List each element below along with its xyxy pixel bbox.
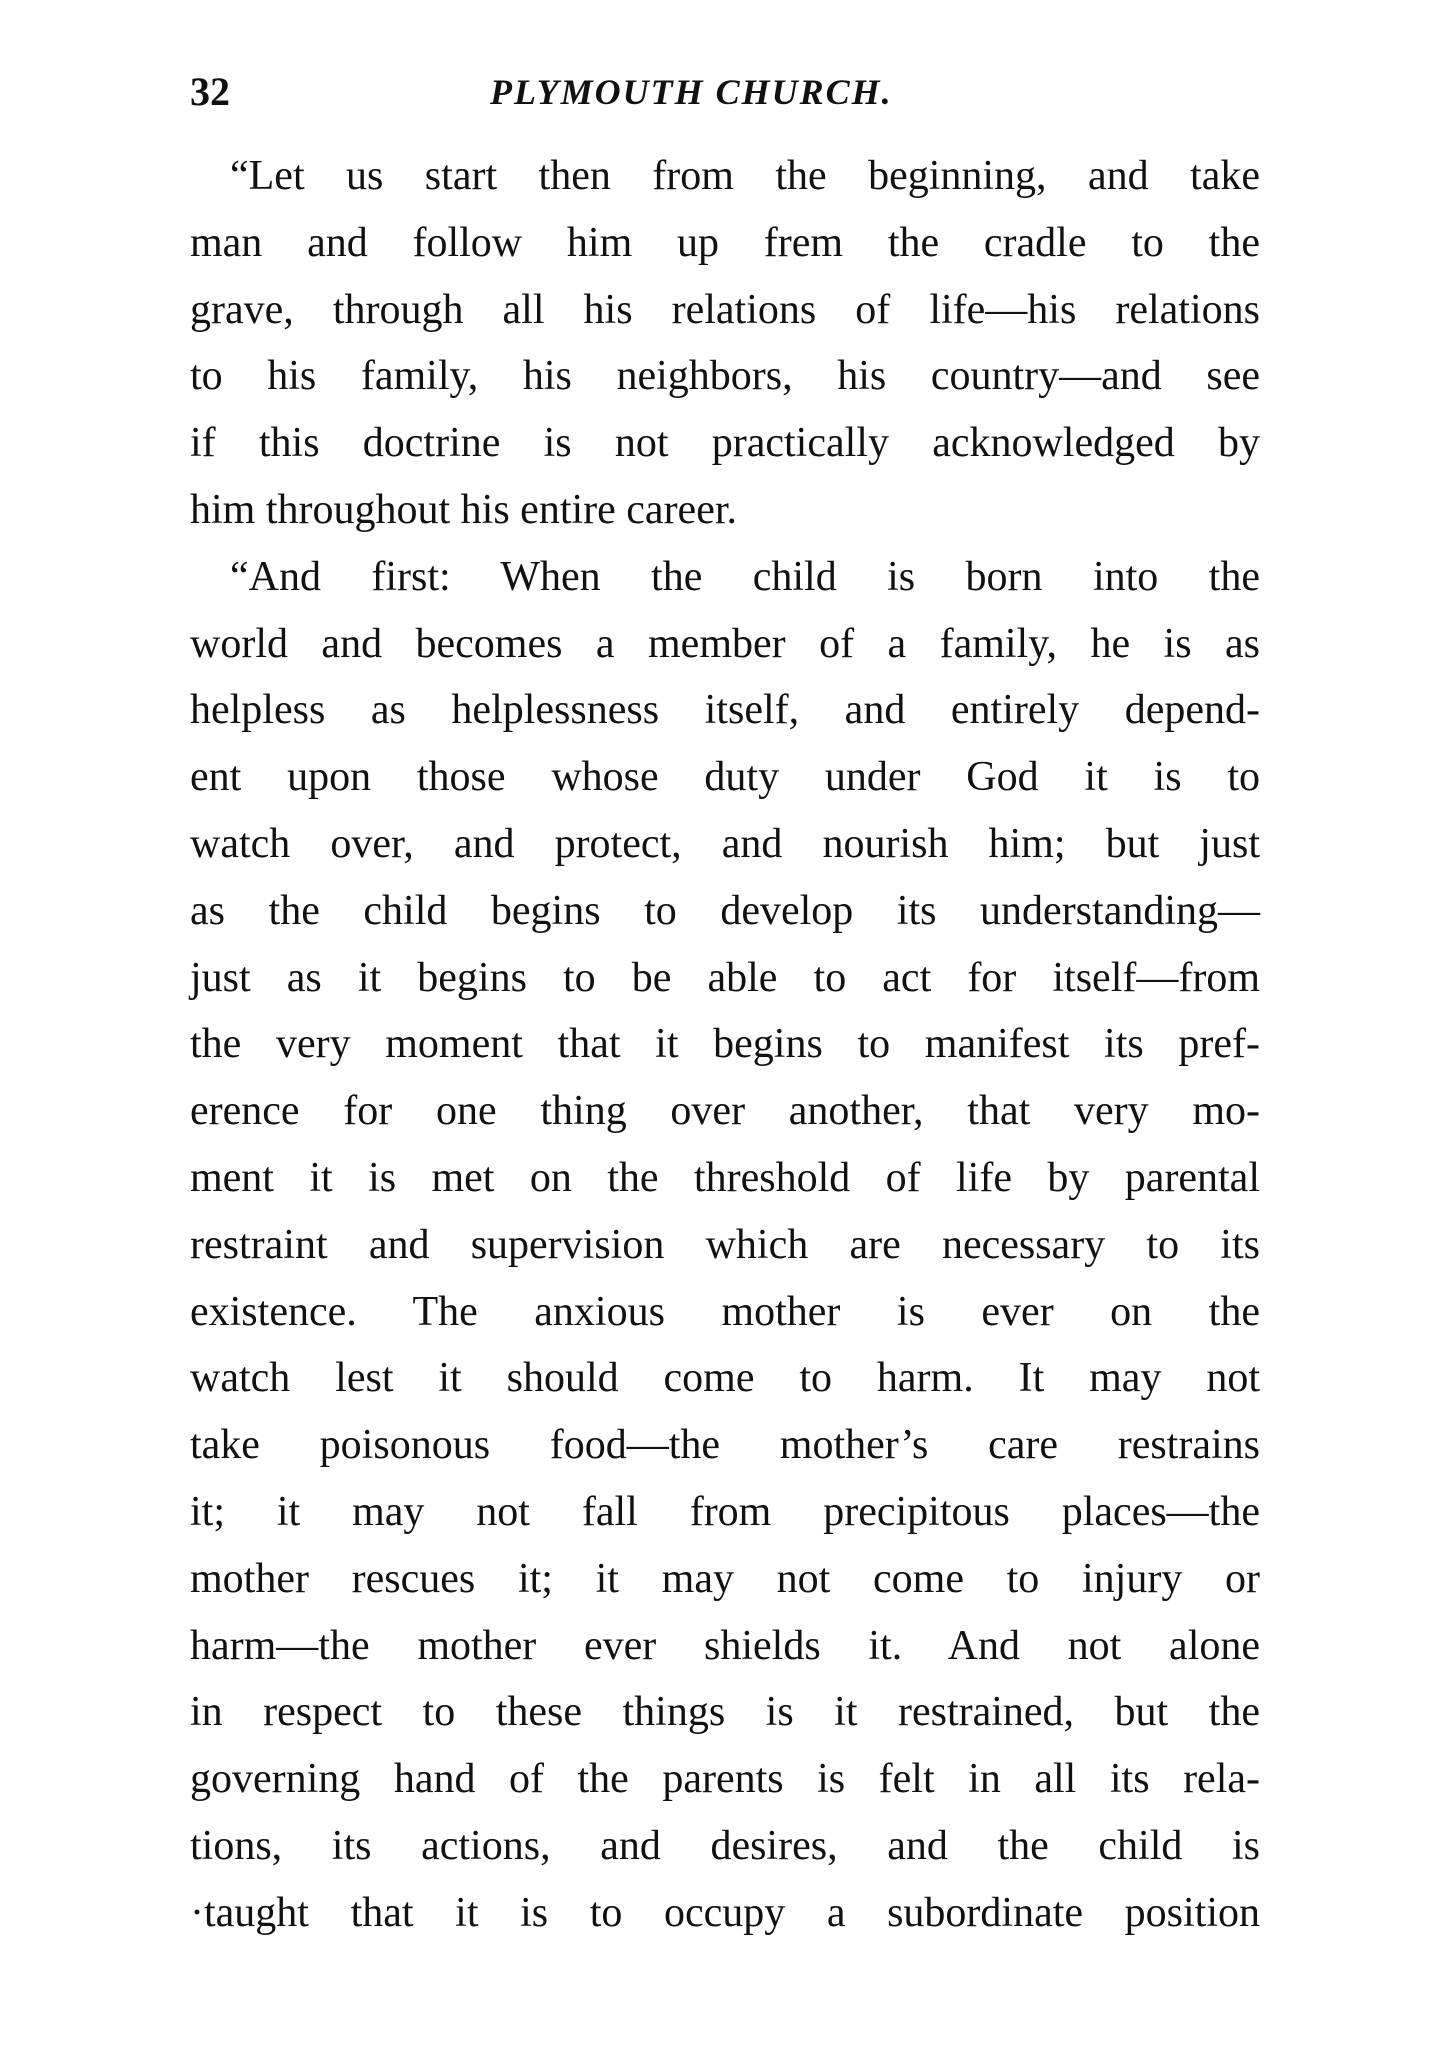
page-number: 32 (190, 69, 230, 114)
text-line: as the child begins to develop its understanding— (190, 887, 1260, 934)
text-line: erence for one thing over another, that very mo- (190, 1088, 1260, 1135)
text-line: harm—the mother ever shields it. And not alone (190, 1622, 1260, 1669)
text-line: to his family, his neighbors, his country—and see (190, 353, 1260, 400)
text-line: ment it is met on the threshold of life by parental (190, 1154, 1260, 1201)
text-line: ent upon those whose duty under God it is to (190, 754, 1260, 801)
text-line: him throughout his entire career. (190, 486, 738, 533)
text-line: take poisonous food—the mother’s care restrains (190, 1422, 1260, 1469)
text-line: grave, through all his relations of life—his relations (190, 286, 1260, 333)
text-line: world and becomes a member of a family, he is as (190, 620, 1260, 667)
text-line: helpless as helplessness itself, and entirely depend- (190, 687, 1260, 734)
body-text (190, 143, 1260, 1947)
text-line: restraint and supervision which are necessary to its (190, 1221, 1260, 1268)
page-header (190, 62, 1260, 122)
text-line: governing hand of the parents is felt in all its rela- (190, 1756, 1260, 1803)
text-line: in respect to these things is it restrained, but the (190, 1689, 1260, 1736)
text-line: it; it may not fall from precipitous places—the (190, 1488, 1260, 1535)
text-line: “And first: When the child is born into the (230, 553, 1260, 600)
text-line: tions, its actions, and desires, and the child is (190, 1822, 1260, 1869)
text-line: “Let us start then from the beginning, and take (230, 153, 1260, 199)
text-line: just as it begins to be able to act for itself—from (190, 954, 1260, 1001)
running-title: PLYMOUTH CHURCH. (490, 72, 893, 112)
text-line: man and follow him up frem the cradle to the (190, 219, 1260, 266)
text-line: existence. The anxious mother is ever on the (190, 1288, 1260, 1335)
text-line: ·taught that it is to occupy a subordinate position (190, 1889, 1260, 1936)
text-line: if this doctrine is not practically acknowledged by (190, 420, 1260, 467)
text-line: watch over, and protect, and nourish him; but just (190, 820, 1260, 867)
text-line: watch lest it should come to harm. It may not (190, 1355, 1260, 1402)
text-line: the very moment that it begins to manifest its pref- (190, 1021, 1260, 1068)
text-line: mother rescues it; it may not come to injury or (190, 1555, 1260, 1602)
